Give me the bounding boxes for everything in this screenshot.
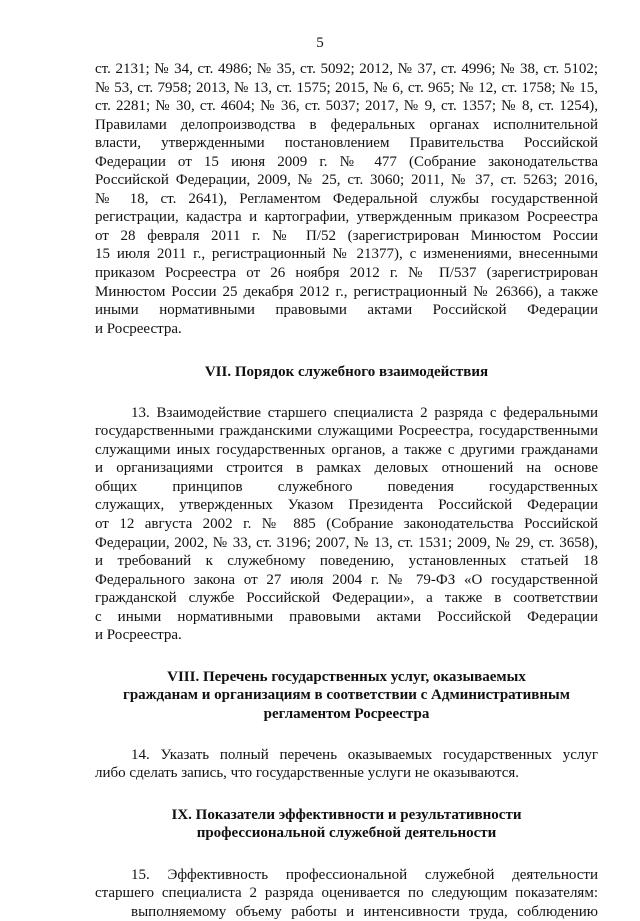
text-line: 13. Взаимодействие старшего специалиста 2 разряда с федеральными [131, 404, 598, 421]
text-line: Федерации от 15 июня 2009 г. № 477 (Собрание законодательства [95, 153, 598, 170]
text-line: ст. 2281; № 30, ст. 4604; № 36, ст. 5037; 2017, № 9, ст. 1357; № 8, ст. 1254), [95, 98, 598, 115]
text-line: Федерации, 2002, № 33, ст. 3196; 2007, № 13, ст. 1531; 2009, № 29, ст. 3658), [95, 534, 598, 551]
text-line: служащих, утвержденных Указом Президента Российской Федерации [95, 497, 598, 514]
heading-line: профессиональной служебной деятельности [196, 825, 497, 842]
text-line: служащими иных государственных органов, а также с другими гражданами [95, 441, 598, 458]
heading-line: VII. Порядок служебного взаимодействия [204, 364, 489, 381]
heading-line: IX. Показатели эффективности и результативности [171, 806, 522, 823]
heading-line: VIII. Перечень государственных услуг, оказываемых [167, 668, 526, 685]
text-line: Минюстом России 25 декабря 2012 г., регистрационный № 26366), а также [95, 283, 598, 300]
text-line: 15. Эффективность профессиональной служебной деятельности [131, 866, 598, 883]
paragraph-14 [95, 746, 598, 783]
paragraph-15 [95, 866, 598, 921]
page-number: 5 [316, 35, 324, 51]
text-line: и Росреестра. [95, 627, 182, 644]
text-line: приказом Росреестра от 26 ноября 2012 г. № П/537 (зарегистрирован [95, 265, 598, 282]
text-line: государственными гражданскими служащими Росреестра, государственными [95, 423, 598, 440]
text-line: 15 июля 2011 г., регистрационный № 21377), с изменениями, внесенными [95, 246, 598, 263]
text-line: Правилами делопроизводства в федеральных органах исполнительной [95, 116, 598, 133]
continuation-paragraph [95, 60, 598, 338]
text-line: и Росреестра. [95, 320, 182, 337]
text-line: с иными нормативными правовыми актами Российской Федерации [95, 608, 598, 625]
text-line: власти, утвержденными постановлением Правительства Российской [95, 135, 598, 152]
text-line: и требований к служебному поведению, установленных статьей 18 [95, 553, 598, 570]
text-line: № 53, ст. 7958; 2013, № 13, ст. 1575; 2015, № 6, ст. 965; № 12, ст. 1758; № 15, [95, 79, 598, 96]
heading-line: гражданам и организациям в соответствии с Административным [123, 687, 570, 704]
text-line: регистрации, кадастра и картографии, утвержденным приказом Росреестра [95, 209, 598, 226]
heading-line: регламентом Росреестра [263, 705, 430, 722]
text-line: от 12 августа 2002 г. № 885 (Собрание законодательства Российской [95, 516, 598, 533]
section-8-heading [95, 668, 598, 724]
text-line: 14. Указать полный перечень оказываемых государственных услуг [131, 746, 598, 763]
text-line: иными нормативными правовыми актами Российской Федерации [95, 302, 598, 319]
section-7-heading [95, 363, 598, 382]
text-line: либо сделать запись, что государственные услуги не оказываются. [95, 765, 520, 782]
text-line: Федерального закона от 27 июля 2004 г. № 79-ФЗ «О государственной [95, 571, 598, 588]
text-line: Российской Федерации, 2009, № 25, ст. 3060; 2011, № 37, ст. 5263; 2016, [95, 172, 598, 189]
paragraph-13 [95, 404, 598, 645]
text-line: от 28 февраля 2011 г. № П/52 (зарегистрирован Минюстом России [95, 227, 598, 244]
text-line: № 18, ст. 2641), Регламентом Федеральной службы государственной [95, 190, 598, 207]
text-line: старшего специалиста 2 разряда оценивается по следующим показателям: [95, 885, 598, 902]
text-line: выполняемому объему работы и интенсивности труда, соблюдению [131, 903, 598, 920]
document-body [95, 60, 598, 921]
text-line: общих принципов служебного поведения государственных [95, 478, 598, 495]
section-9-heading [95, 806, 598, 843]
text-line: и организациями строится в рамках деловых отношений на основе [95, 460, 598, 477]
text-line: гражданской службе Российской Федерации», а также в соответствии [95, 590, 598, 607]
text-line: ст. 2131; № 34, ст. 4986; № 35, ст. 5092; 2012, № 37, ст. 4996; № 38, ст. 5102; [95, 61, 598, 77]
